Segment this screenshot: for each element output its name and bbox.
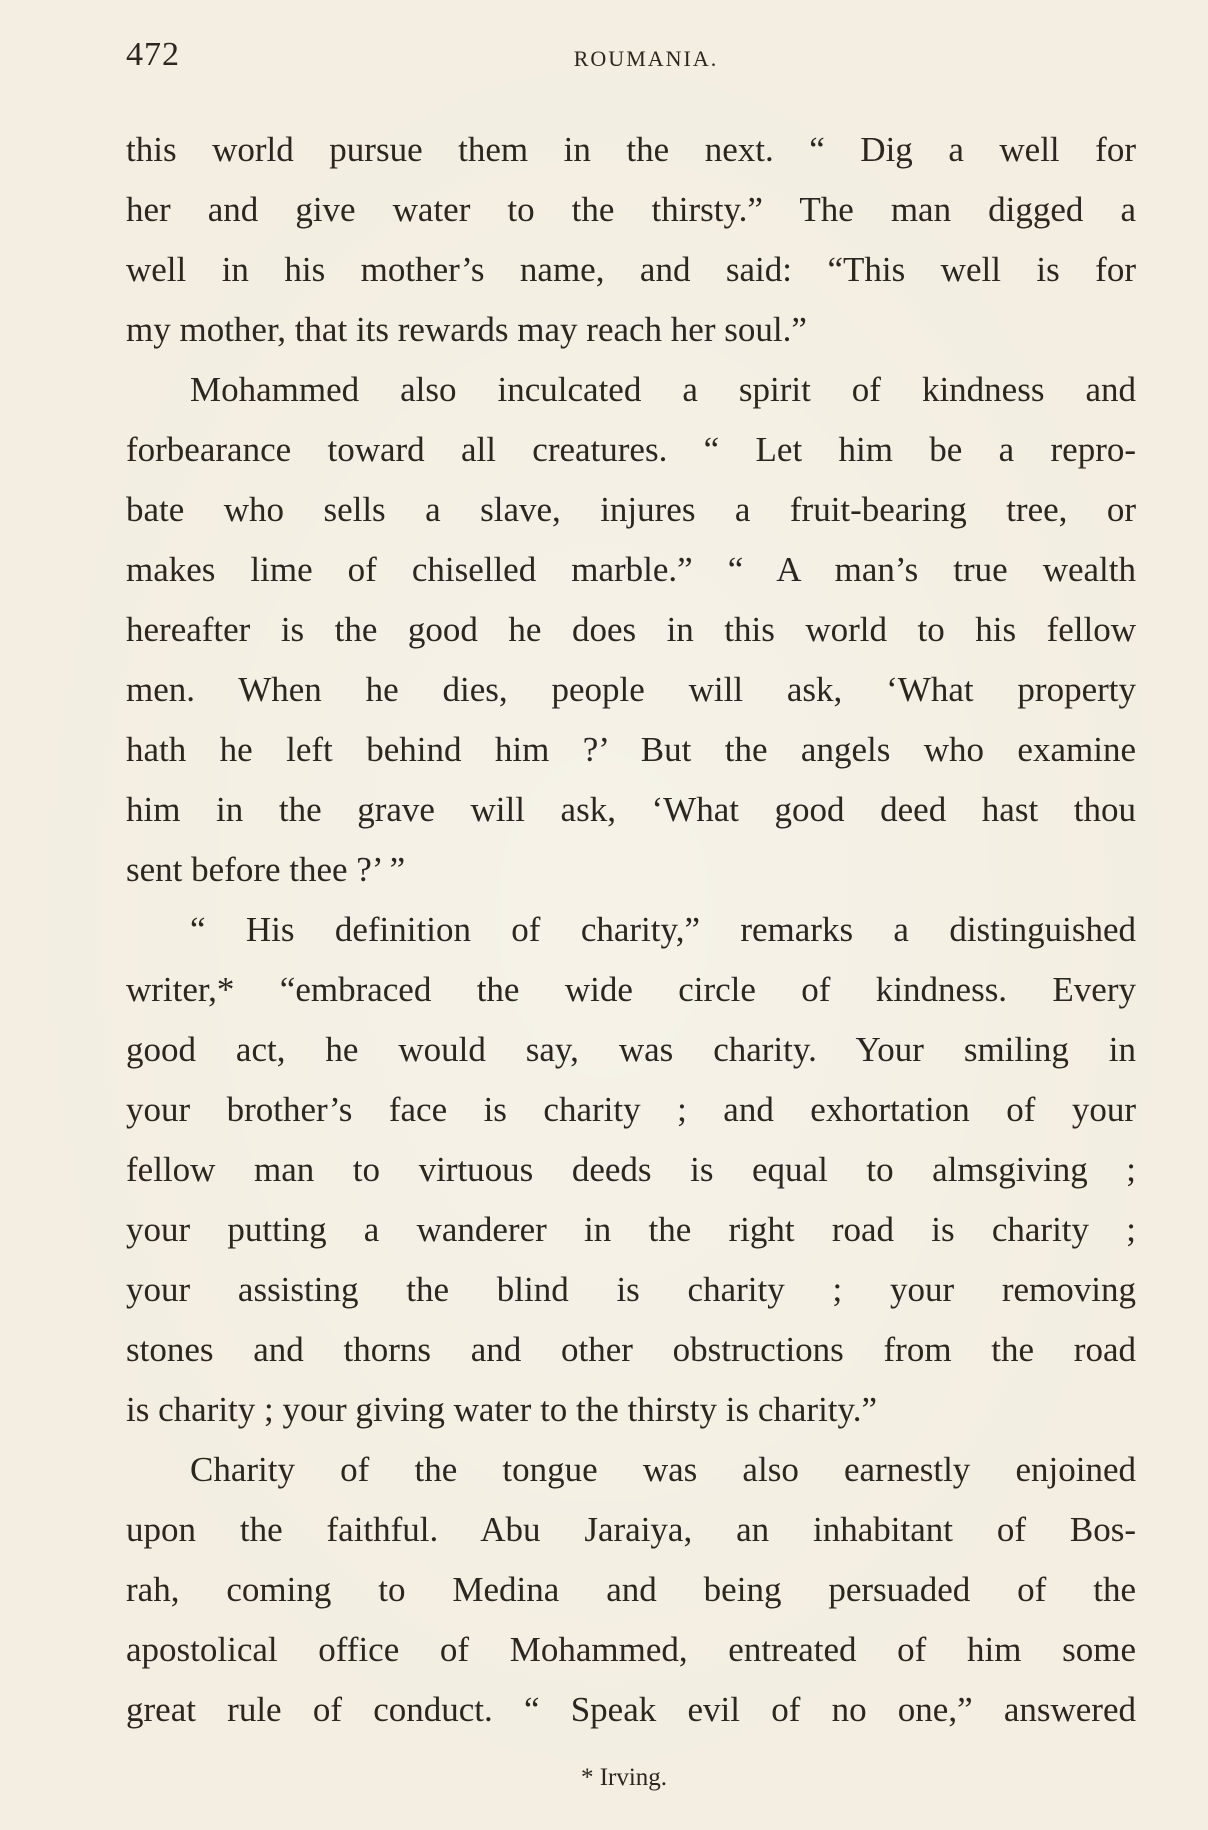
text-line: Mohammed also inculcated a spirit of kindness and [190,370,1136,409]
text-line: men. When he dies, people will ask, ‘What property [126,670,1136,709]
text-line: your assisting the blind is charity ; your removing [126,1270,1136,1309]
paragraph [126,1440,1136,1740]
paragraph [126,360,1136,900]
text-line: this world pursue them in the next. “ Dig a well for [126,130,1136,169]
text-line: is charity ; your giving water to the thirsty is charity.” [126,1390,878,1429]
page-header [126,36,1136,86]
text-line: sent before thee ?’ ” [126,850,406,889]
text-line: good act, he would say, was charity. Your smiling in [126,1030,1136,1069]
text-line: writer,* “embraced the wide circle of kindness. Every [126,970,1136,1009]
text-line: great rule of conduct. “ Speak evil of no one,” answered [126,1690,1136,1729]
page-number: 472 [126,36,180,73]
text-line: hereafter is the good he does in this world to his fellow [126,610,1136,649]
running-title: ROUMANIA. [573,46,719,71]
text-line: her and give water to the thirsty.” The man digged a [126,190,1136,229]
text-line: apostolical office of Mohammed, entreated of him some [126,1630,1136,1669]
text-line: forbearance toward all creatures. “ Let him be a repro- [126,430,1136,469]
text-line: your brother’s face is charity ; and exhortation of your [126,1090,1136,1129]
text-line: hath he left behind him ?’ But the angels who examine [126,730,1136,769]
text-line: bate who sells a slave, injures a fruit-bearing tree, or [126,490,1136,529]
text-line: Charity of the tongue was also earnestly enjoined [190,1450,1136,1489]
text-line: well in his mother’s name, and said: “This well is for [126,250,1136,289]
text-line: “ His definition of charity,” remarks a distinguished [190,910,1136,949]
text-line: my mother, that its rewards may reach her soul.” [126,310,807,349]
body-text [126,120,1136,1740]
paragraph [126,120,1136,360]
text-line: upon the faithful. Abu Jaraiya, an inhabitant of Bos- [126,1510,1136,1549]
text-line: fellow man to virtuous deeds is equal to almsgiving ; [126,1150,1136,1189]
text-line: rah, coming to Medina and being persuaded of the [126,1570,1136,1609]
paragraph [126,900,1136,1440]
text-line: him in the grave will ask, ‘What good deed hast thou [126,790,1136,829]
text-line: makes lime of chiselled marble.” “ A man’s true wealth [126,550,1136,589]
text-line: your putting a wanderer in the right road is charity ; [126,1210,1136,1249]
text-line: stones and thorns and other obstructions from the road [126,1330,1136,1369]
footnote: * Irving. [580,1764,668,1791]
